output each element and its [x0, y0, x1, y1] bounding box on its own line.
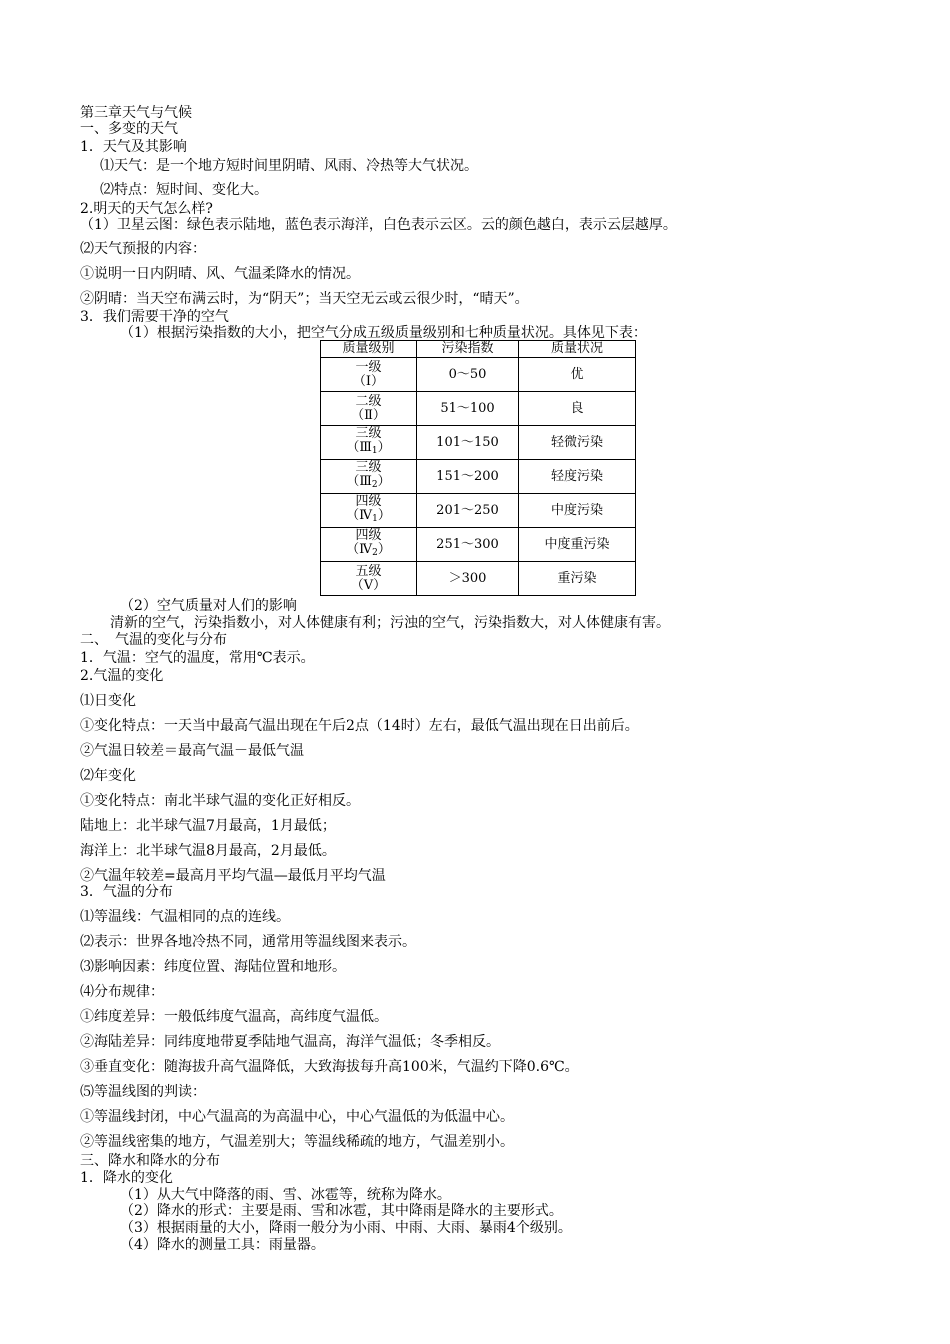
text-line: 陆地上：北半球气温7月最高，1月最低；	[80, 818, 336, 834]
index-cell: 101～150	[417, 426, 519, 460]
chapter-title: 第三章天气与气候	[80, 105, 192, 121]
status-cell: 轻度污染	[519, 460, 636, 494]
text-line: 海洋上：北半球气温8月最高，2月最低。	[80, 843, 336, 859]
level-cell: 三级 $(Ⅲ_2)$	[321, 460, 417, 494]
text-line: （1）根据污染指数的大小，把空气分成五级质量级别和七种质量状况。具体见下表：	[120, 325, 647, 341]
section-heading: 三、降水和降水的分布	[80, 1153, 220, 1169]
text-line: ⑸等温线图的判读：	[80, 1084, 206, 1100]
text-line: ⑶影响因素：纬度位置、海陆位置和地形。	[80, 959, 346, 975]
text-line: 清新的空气，污染指数小，对人体健康有利；污浊的空气，污染指数大，对人体健康有害。	[110, 615, 670, 631]
text-line: ⑴日变化	[80, 693, 136, 709]
text-line: ②阴晴：当天空布满云时，为“阴天”；当天空无云或云很少时，“晴天”。	[80, 291, 529, 307]
table-header-cell: 质量状况	[519, 341, 636, 358]
table-row	[321, 562, 636, 596]
section-heading: 一、多变的天气	[80, 121, 178, 137]
status-cell: 轻微污染	[519, 426, 636, 460]
text-line: （4）降水的测量工具：雨量器。	[120, 1237, 325, 1253]
air-quality-table	[320, 340, 636, 596]
subsection-heading: 1．天气及其影响	[80, 139, 187, 155]
table-row	[321, 358, 636, 392]
text-line: ⑵特点：短时间、变化大。	[100, 182, 268, 198]
level-cell: 四级 $(Ⅳ_1)$	[321, 494, 417, 528]
table-header-cell: 污染指数	[417, 341, 519, 358]
level-cell: 四级 $(Ⅳ_2)$	[321, 528, 417, 562]
subsection-heading: 2.明天的天气怎么样?	[80, 201, 213, 217]
section-heading: 二、 气温的变化与分布	[80, 632, 227, 648]
status-cell: 中度污染	[519, 494, 636, 528]
status-cell: 良	[519, 392, 636, 426]
text-line: （1）卫星云图：绿色表示陆地，蓝色表示海洋，白色表示云区。云的颜色越白，表示云层越厚。	[80, 217, 677, 233]
subsection-heading: 1．降水的变化	[80, 1170, 173, 1186]
text-line: 1．气温：空气的温度，常用℃表示。	[80, 650, 315, 666]
text-line: ②等温线密集的地方，气温差别大；等温线稀疏的地方，气温差别小。	[80, 1134, 514, 1150]
text-line: ①等温线封闭，中心气温高的为高温中心，中心气温低的为低温中心。	[80, 1109, 514, 1125]
status-cell: 中度重污染	[519, 528, 636, 562]
text-line: （3）根据雨量的大小，降雨一般分为小雨、中雨、大雨、暴雨4个级别。	[120, 1220, 572, 1236]
level-cell: 三级 $(Ⅲ_1)$	[321, 426, 417, 460]
text-line: ①说明一日内阴晴、风、气温柔降水的情况。	[80, 266, 360, 282]
text-line: ①变化特点：一天当中最高气温出现在午后2点（14时）左右，最低气温出现在日出前后。	[80, 718, 639, 734]
text-line: ③垂直变化：随海拔升高气温降低，大致海拔每升高100米，气温约下降0.6℃。	[80, 1059, 579, 1075]
status-cell: 优	[519, 358, 636, 392]
table-row	[321, 426, 636, 460]
text-line: ⑵年变化	[80, 768, 136, 784]
table-row	[321, 460, 636, 494]
index-cell: ＞300	[417, 562, 519, 596]
text-line: （2）空气质量对人们的影响	[120, 598, 297, 614]
status-cell: 重污染	[519, 562, 636, 596]
level-cell: 二级 （Ⅱ）	[321, 392, 417, 426]
subsection-heading: 3．气温的分布	[80, 884, 173, 900]
text-line: ⑷分布规律：	[80, 984, 164, 1000]
index-cell: 201～250	[417, 494, 519, 528]
text-line: ⑴天气：是一个地方短时间里阴晴、风雨、冷热等大气状况。	[100, 158, 478, 174]
level-cell: 一级 （Ⅰ）	[321, 358, 417, 392]
subsection-heading: 2.气温的变化	[80, 668, 164, 684]
text-line: ②气温年较差=最高月平均气温—最低月平均气温	[80, 868, 386, 884]
text-line: （1）从大气中降落的雨、雪、冰雹等，统称为降水。	[120, 1187, 451, 1203]
text-line: ⑵天气预报的内容：	[80, 241, 206, 257]
text-line: （2）降水的形式：主要是雨、雪和冰雹，其中降雨是降水的主要形式。	[120, 1203, 563, 1219]
text-line: ⑴等温线：气温相同的点的连线。	[80, 909, 290, 925]
table-row	[321, 494, 636, 528]
table-header-cell: 质量级别	[321, 341, 417, 358]
text-line: ①变化特点：南北半球气温的变化正好相反。	[80, 793, 360, 809]
text-line: ⑵表示：世界各地冷热不同，通常用等温线图来表示。	[80, 934, 416, 950]
text-line: ①纬度差异：一般低纬度气温高，高纬度气温低。	[80, 1009, 388, 1025]
subsection-heading: 3．我们需要干净的空气	[80, 309, 229, 325]
index-cell: 51～100	[417, 392, 519, 426]
text-line: ②海陆差异：同纬度地带夏季陆地气温高，海洋气温低；冬季相反。	[80, 1034, 500, 1050]
text-line: ②气温日较差＝最高气温－最低气温	[80, 743, 304, 759]
table-row	[321, 528, 636, 562]
index-cell: 0～50	[417, 358, 519, 392]
table-row	[321, 392, 636, 426]
index-cell: 151～200	[417, 460, 519, 494]
table-header-row	[321, 341, 636, 358]
index-cell: 251～300	[417, 528, 519, 562]
level-cell: 五级 （Ⅴ）	[321, 562, 417, 596]
